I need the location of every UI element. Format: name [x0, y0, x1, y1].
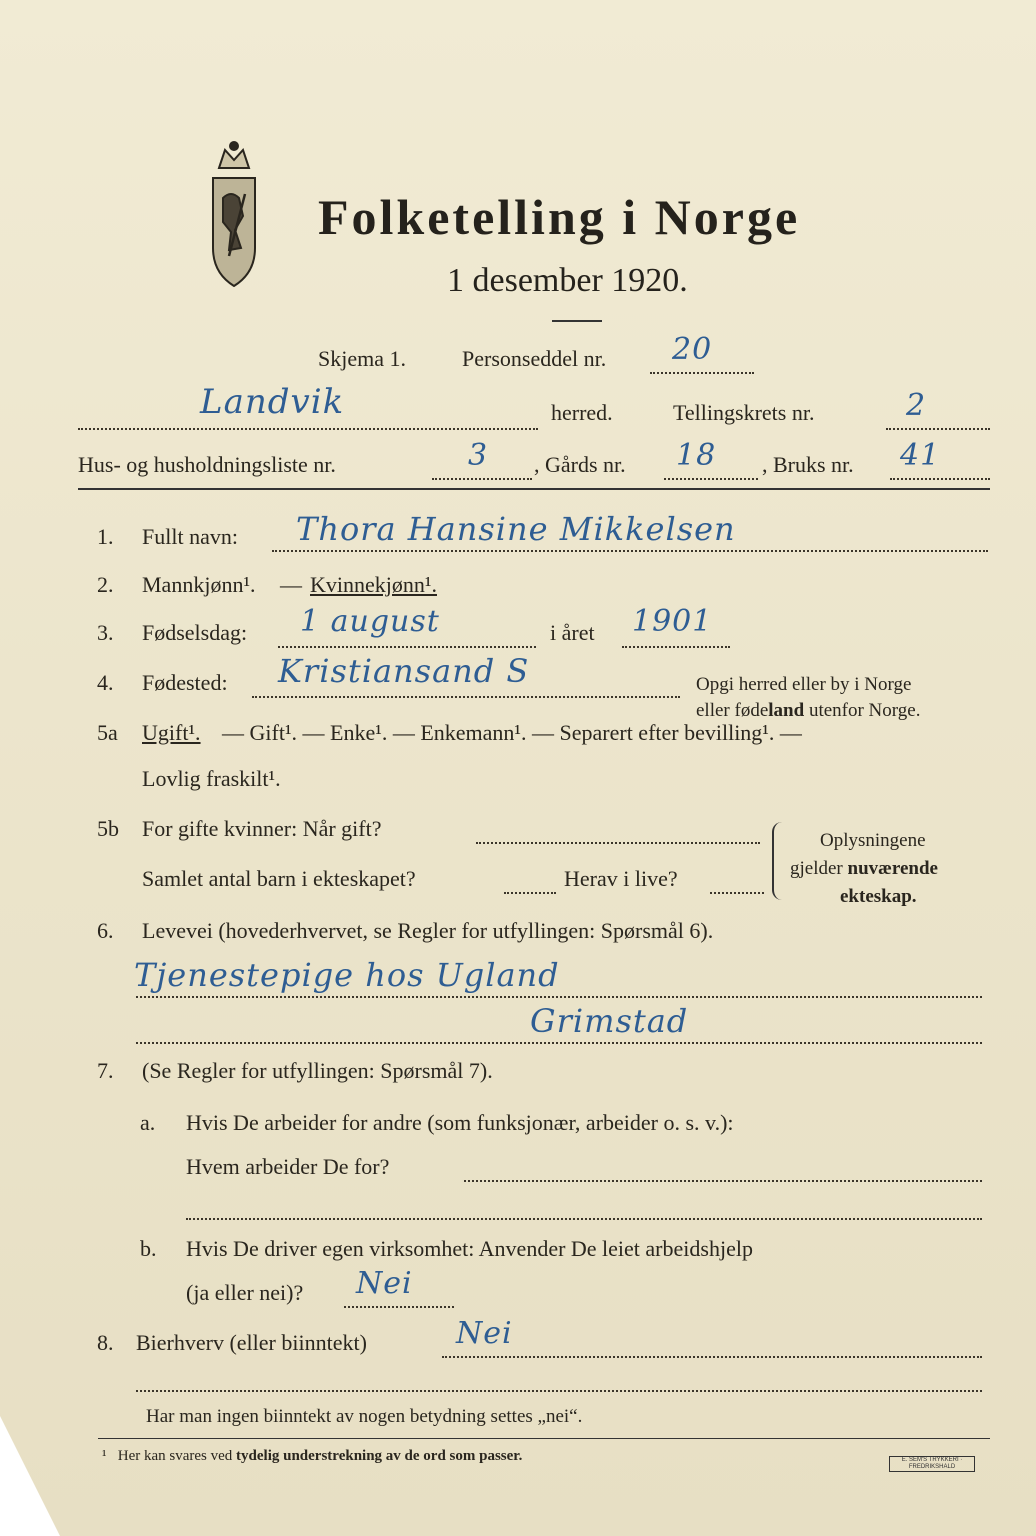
- q5b-line2: Samlet antal barn i ekteskapet?: [142, 866, 416, 891]
- tellingskrets-value: 2: [906, 388, 927, 423]
- q1-line: [272, 550, 988, 552]
- q5b-note3: ekteskap.: [840, 886, 917, 907]
- bruks-label: , Bruks nr.: [762, 452, 854, 477]
- q8-value: Nei: [456, 1316, 513, 1351]
- torn-corner: [0, 1416, 60, 1536]
- q6-line1: [136, 996, 982, 998]
- q5b-line1: For gifte kvinner: Når gift?: [142, 816, 382, 841]
- bruks-value: 41: [900, 438, 941, 473]
- q5b-line2b: Herav i live?: [564, 866, 678, 891]
- herred-line: [78, 428, 538, 430]
- q7a-line2: [186, 1218, 982, 1220]
- q1-number: 1.: [97, 524, 114, 549]
- q5a-number: 5a: [97, 720, 118, 745]
- q3-year-label: i året: [550, 620, 595, 645]
- q7a-line1: [464, 1180, 982, 1182]
- q5a-line2: Lovlig fraskilt¹.: [142, 766, 281, 791]
- q5b-number: 5b: [97, 816, 119, 841]
- form-title: Folketelling i Norge: [318, 189, 801, 245]
- q5a-ugift: Ugift¹.: [142, 720, 201, 745]
- bruks-line: [890, 478, 990, 480]
- q6-label: Levevei (hovederhvervet, se Regler for utfyllingen: Spørsmål 6).: [142, 918, 714, 943]
- q2-female: Kvinnekjønn¹.: [310, 572, 437, 597]
- q8-label: Bierhverv (eller biinntekt): [136, 1330, 367, 1355]
- q1-value: Thora Hansine Mikkelsen: [296, 510, 736, 548]
- gards-line: [664, 478, 758, 480]
- q5a-options: — Gift¹. — Enke¹. — Enkemann¹. — Separert efter bevilling¹. —: [222, 720, 802, 745]
- coat-of-arms-icon: [195, 138, 273, 288]
- liste-value: 3: [468, 438, 489, 473]
- q7b-line: [344, 1306, 454, 1308]
- q6-line2: [136, 1042, 982, 1044]
- q5b-note1: Oplysningene: [820, 830, 926, 851]
- footer-rule: [98, 1438, 990, 1439]
- q7-label: (Se Regler for utfyllingen: Spørsmål 7).: [142, 1058, 493, 1083]
- q8-line2: [136, 1390, 982, 1392]
- q4-note-line1: Opgi herred eller by i Norge: [696, 674, 912, 695]
- printer-stamp: E. SEM'S TRYKKERI · FREDRIKSHALD: [889, 1456, 975, 1472]
- q4-number: 4.: [97, 670, 114, 695]
- herred-value: Landvik: [200, 382, 345, 422]
- q3-number: 3.: [97, 620, 114, 645]
- q5b-line2b-dots: [710, 892, 764, 894]
- gards-label: , Gårds nr.: [534, 452, 626, 477]
- q7a-letter: a.: [140, 1110, 156, 1135]
- q7a-text: Hvis De arbeider for andre (som funksjonær, arbeider o. s. v.):: [186, 1110, 734, 1135]
- q6-value1: Tjenestepige hos Ugland: [134, 956, 560, 994]
- q7b-question: (ja eller nei)?: [186, 1280, 304, 1305]
- tellingskrets-line: [886, 428, 990, 430]
- liste-label: Hus- og husholdningsliste nr.: [78, 452, 336, 477]
- header-rule: [78, 488, 990, 490]
- form-date: 1 desember 1920.: [447, 262, 688, 299]
- q4-note-line2: eller fødeland utenfor Norge.: [696, 700, 921, 721]
- liste-line: [432, 478, 532, 480]
- q2-dash: —: [280, 572, 302, 597]
- q2-male: Mannkjønn¹.: [142, 572, 256, 597]
- q3-year-value: 1901: [632, 604, 713, 639]
- q4-label: Fødested:: [142, 670, 228, 695]
- title-divider: [552, 320, 602, 322]
- personseddel-value: 20: [672, 332, 713, 367]
- q7b-text: Hvis De driver egen virksomhet: Anvender De leiet arbeidshjelp: [186, 1236, 753, 1261]
- q8-line1: [442, 1356, 982, 1358]
- q6-number: 6.: [97, 918, 114, 943]
- q5b-brace: [772, 822, 786, 900]
- q7b-value: Nei: [356, 1266, 413, 1301]
- footer-note: Har man ingen biinntekt av nogen betydning settes „nei“.: [146, 1406, 583, 1427]
- q1-label: Fullt navn:: [142, 524, 238, 549]
- gards-value: 18: [676, 438, 717, 473]
- q5b-line2-dots: [504, 892, 556, 894]
- q7b-letter: b.: [140, 1236, 157, 1261]
- q3-value: 1 august: [300, 604, 440, 639]
- q3-year-line: [622, 646, 730, 648]
- q6-value2: Grimstad: [530, 1002, 689, 1040]
- q4-line: [252, 696, 680, 698]
- q7-number: 7.: [97, 1058, 114, 1083]
- schema-prefix: Skjema 1.: [318, 346, 406, 371]
- q2-number: 2.: [97, 572, 114, 597]
- q5b-line1-dots: [476, 842, 760, 844]
- personseddel-line: [650, 372, 754, 374]
- footnote: ¹ Her kan svares ved tydelig understrekning av de ord som passer.: [102, 1448, 523, 1464]
- personseddel-label: Personseddel nr.: [462, 346, 607, 371]
- q5b-note2: gjelder nuværende: [790, 858, 938, 879]
- tellingskrets-label: Tellingskrets nr.: [673, 400, 815, 425]
- q3-line: [278, 646, 536, 648]
- q3-label: Fødselsdag:: [142, 620, 248, 645]
- herred-label: herred.: [551, 400, 613, 425]
- q4-value: Kristiansand S: [278, 652, 530, 690]
- q8-number: 8.: [97, 1330, 114, 1355]
- q7a-question: Hvem arbeider De for?: [186, 1154, 390, 1179]
